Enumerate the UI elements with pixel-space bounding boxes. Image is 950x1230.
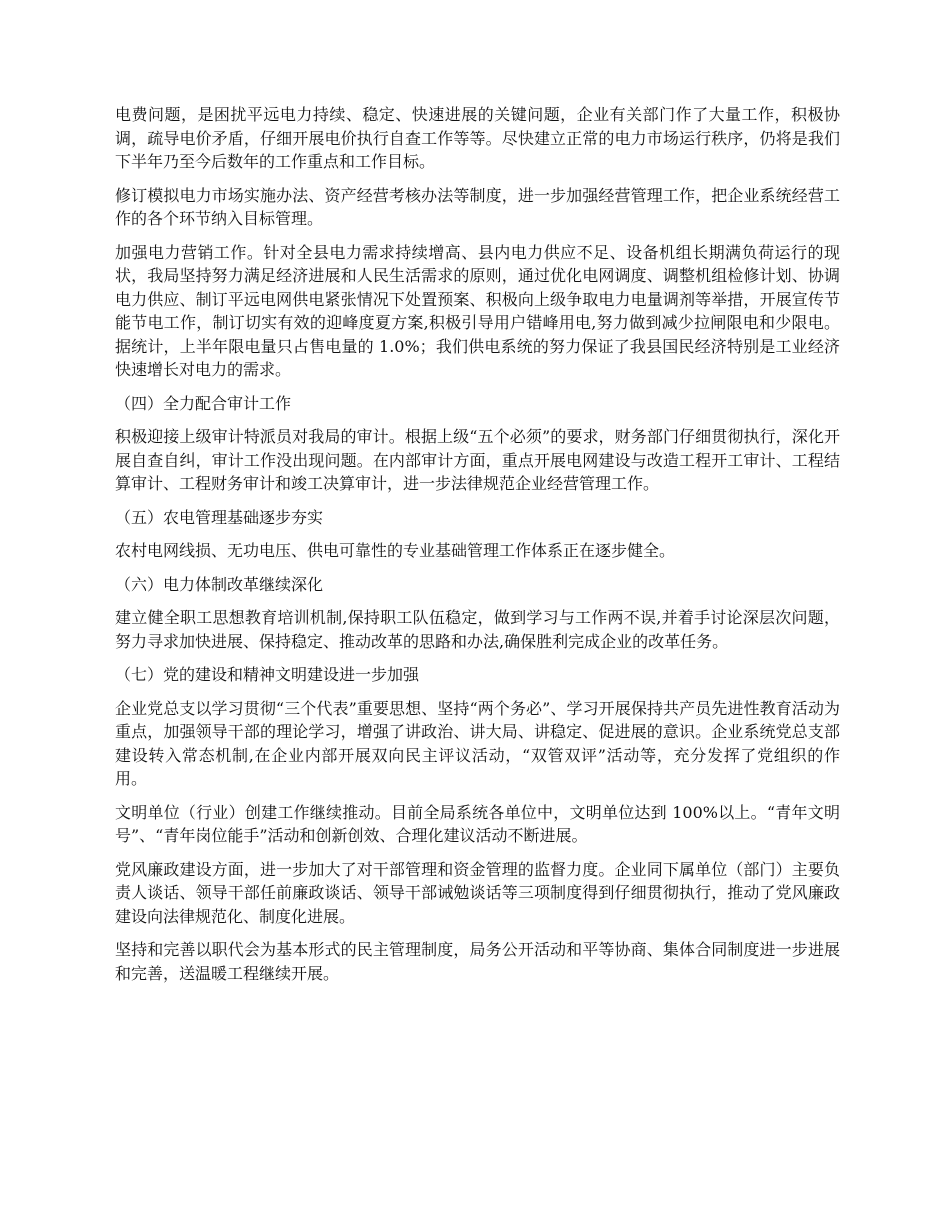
paragraph: 电费问题，是困扰平远电力持续、稳定、快速进展的关键问题，企业有关部门作了大量工作，积极协调，疏导电价矛盾，仔细开展电价执行自查工作等等。尽快建立正常的电力市场运行秩序，仍将是我们下半年乃至今后数年的工作重点和工作目标。 — [115, 105, 840, 171]
section-heading: （六）电力体制改革继续深化 — [115, 574, 324, 594]
paragraph: 党风廉政建设方面，进一步加大了对干部管理和资金管理的监督力度。企业同下属单位（部门）主要负责人谈话、领导干部任前廉政谈话、领导干部诫勉谈话等三项制度得到仔细贯彻执行，推动了党风廉政建设向法律规范化、制度化进展。 — [115, 859, 840, 926]
section-heading: （五）农电管理基础逐步夯实 — [115, 507, 324, 527]
paragraph: 积极迎接上级审计特派员对我局的审计。根据上级“五个必须”的要求，财务部门仔细贯彻执行，深化开展自查自纠，审计工作没出现问题。在内部审计方面，重点开展电网建设与改造工程开工审计、工程结算审计、工程财务审计和竣工决算审计，进一步法律规范企业经营管理工作。 — [115, 427, 840, 493]
paragraph: 修订模拟电力市场实施办法、资产经营考核办法等制度，进一步加强经营管理工作，把企业系统经营工作的各个环节纳入目标管理。 — [115, 185, 840, 228]
section-heading: （七）党的建设和精神文明建设进一步加强 — [115, 665, 420, 684]
paragraph: 文明单位（行业）创建工作继续推动。目前全局系统各单位中，文明单位达到 100%以上。“青年文明号”、“青年岗位能手”活动和创新创效、合理化建议活动不断进展。 — [115, 802, 840, 845]
paragraph: 加强电力营销工作。针对全县电力需求持续增高、县内电力供应不足、设备机组长期满负荷运行的现状，我局坚持努力满足经济进展和人民生活需求的原则，通过优化电网调度、调整机组检修计划、协调电力供应、制订平远电网供电紧张情况下处置预案、积极向上级争取电力电量调剂等举措，开展宣传节能节电工作，制订切实有效的迎峰度夏方案,积极引导用户错峰用电,努力做到减少拉闸限电和少限电。据统计，上半年限电量只占售电量的 1.0%；我们供电系统的努力保证了我县国民经济特别是工业经济快速增长对电力的需求。 — [115, 242, 840, 379]
paragraph: 坚持和完善以职代会为基本形式的民主管理制度，局务公开活动和平等协商、集体合同制度进一步进展和完善，送温暖工程继续开展。 — [115, 940, 840, 983]
paragraph: 建立健全职工思想教育培训机制,保持职工队伍稳定，做到学习与工作两不误,并着手讨论深层次问题，努力寻求加快进展、保持稳定、推动改革的思路和办法,确保胜利完成企业的改革任务。 — [115, 608, 840, 651]
document-page — [115, 103, 840, 995]
paragraph: 企业党总支以学习贯彻“三个代表”重要思想、坚持“两个务必”、学习开展保持共产员先进性教育活动为重点，加强领导干部的理论学习，增强了讲政治、讲大局、讲稳定、促进展的意识。企业系统党总支部建设转入常态机制,在企业内部开展双向民主评议活动，“双管双评”活动等，充分发挥了党组织的作用。 — [115, 698, 840, 788]
paragraph: 农村电网线损、无功电压、供电可靠性的专业基础管理工作体系正在逐步健全。 — [115, 541, 676, 560]
section-heading: （四）全力配合审计工作 — [115, 393, 292, 413]
